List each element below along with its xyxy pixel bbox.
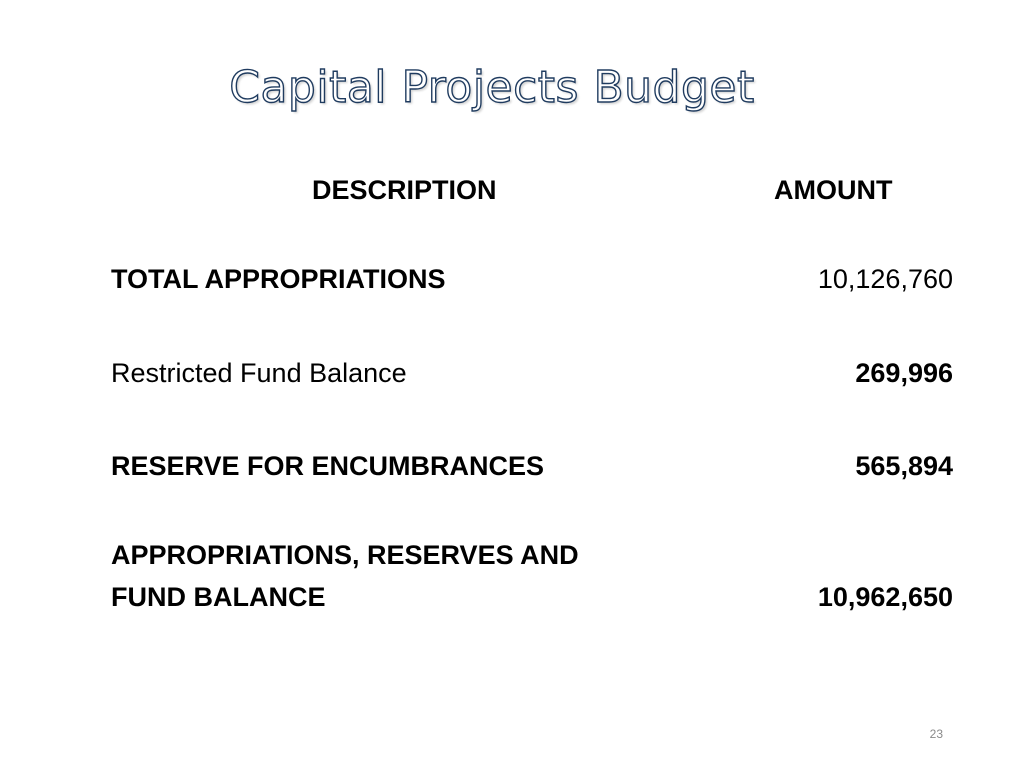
slide-title: Capital Projects Budget [229, 62, 755, 113]
page-number: 23 [929, 727, 943, 741]
row-reserve-encumbrances-amount: 565,894 [855, 451, 953, 481]
row-total-label-line2: FUND BALANCE [111, 582, 326, 612]
row-total-label-line1: APPROPRIATIONS, RESERVES AND [111, 540, 579, 570]
row-total-appropriations-label: TOTAL APPROPRIATIONS [111, 264, 446, 294]
row-restricted-fund-balance-amount: 269,996 [855, 358, 953, 388]
row-restricted-fund-balance-label: Restricted Fund Balance [111, 358, 407, 388]
header-amount: AMOUNT [774, 175, 893, 205]
header-description: DESCRIPTION [312, 175, 497, 205]
row-total-amount: 10,962,650 [817, 582, 953, 612]
row-reserve-encumbrances-label: RESERVE FOR ENCUMBRANCES [111, 451, 545, 481]
row-total-appropriations-amount: 10,126,760 [817, 264, 953, 294]
